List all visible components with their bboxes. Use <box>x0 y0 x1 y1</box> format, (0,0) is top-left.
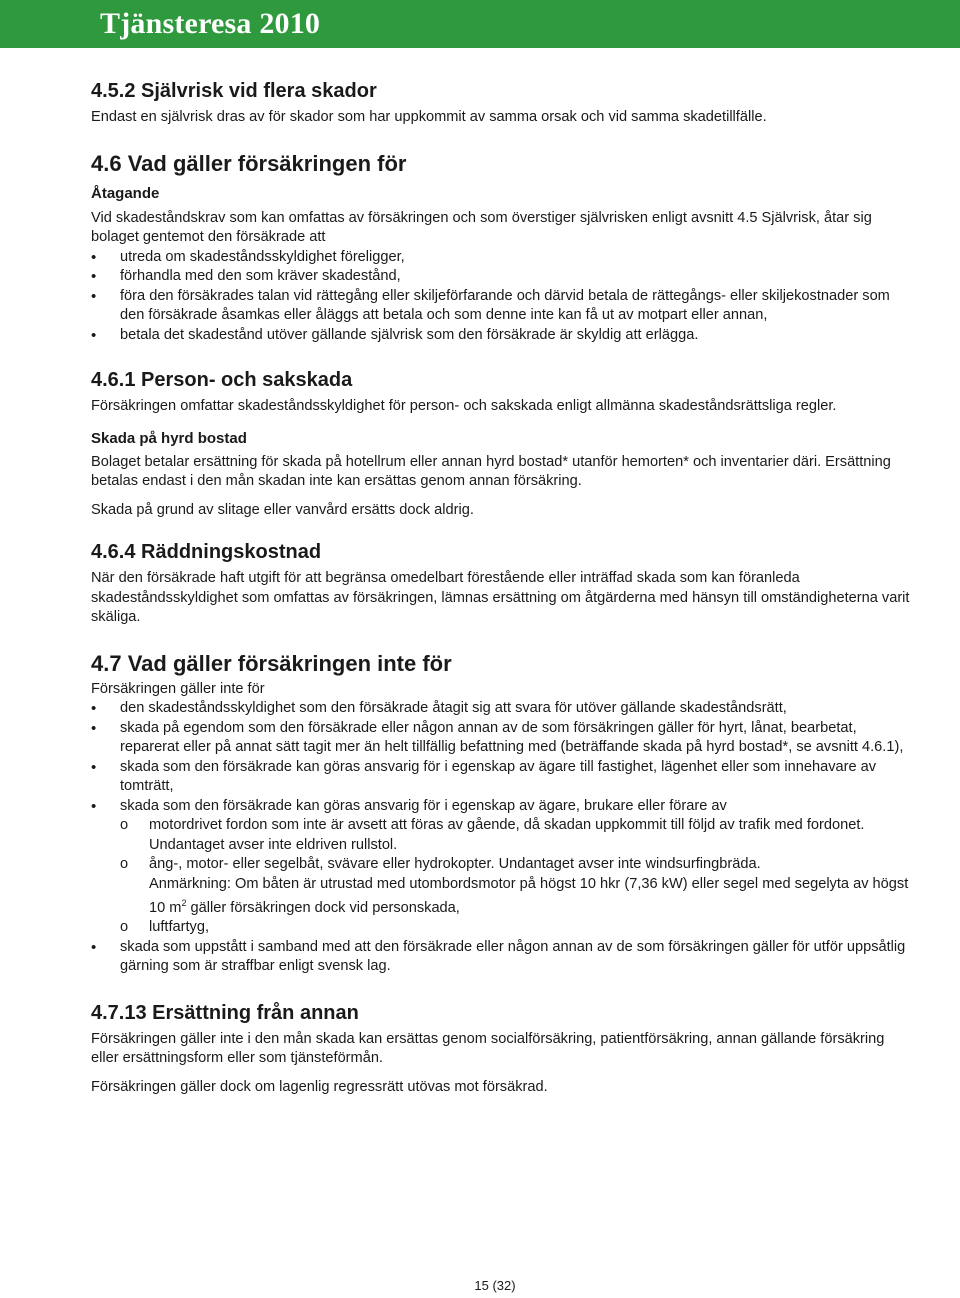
page-number: 15 (32) <box>474 1278 516 1293</box>
sub-list-note: Anmärkning: Om båten är utrustad med utombordsmotor på högst 10 hkr (7,36 kW) eller segel med segelyta av högst 10 m <box>149 875 909 916</box>
sub-list-note-end: gäller försäkringen dock vid personskada, <box>186 899 460 916</box>
list-item: • skada som den försäkrade kan göras ansvarig för i egenskap av ägare till fastighet, lägenhet eller som innehavare av tomträtt, <box>91 758 911 797</box>
paragraph: Skada på grund av slitage eller vanvård ersätts dock aldrig. <box>91 501 474 518</box>
heading-4-6-4: 4.6.4 Räddningskostnad <box>91 541 322 563</box>
bullet-list <box>91 699 911 977</box>
paragraph: Endast en självrisk dras av för skador som har uppkommit av samma orsak och vid samma skadetillfälle. <box>91 109 767 125</box>
sub-list-marker: o <box>120 919 129 936</box>
list-item-text: skada som den försäkrade kan göras ansvarig för i egenskap av ägare, brukare eller förare av <box>120 797 727 814</box>
list-item: • den skadeståndsskyldighet som den försäkrade åtagit sig att svara för utöver gällande skadeståndsrätt, <box>91 699 911 719</box>
document-body <box>91 78 911 1097</box>
document-title: Tjänsteresa 2010 <box>100 7 321 40</box>
list-item: • skada som uppstått i samband med att den försäkrade eller någon annan av de som försäkringen gäller för utför uppsåtlig gärning som är straffbar enligt svensk lag. <box>91 938 911 977</box>
paragraph: Försäkringen gäller dock om lagenlig regressrätt utövas mot försäkrad. <box>91 1078 548 1095</box>
paragraph: Bolaget betalar ersättning för skada på hotellrum eller annan hyrd bostad* utanför hemorten* och inventarier däri. Ersättning betalas endast i den mån skadan inte kan ersättas genom annan försäkring. <box>91 453 891 489</box>
heading-4-6-1: 4.6.1 Person- och sakskada <box>91 369 353 391</box>
paragraph: Försäkringen omfattar skadeståndsskyldighet för person- och sakskada enligt allmänna skadeståndsrättsliga regler. <box>91 398 837 414</box>
subheading-hyrd-bostad: Skada på hyrd bostad <box>91 429 247 447</box>
paragraph: Försäkringen gäller inte i den mån skada kan ersättas genom socialförsäkring, patientförsäkring, annan gällande försäkring eller ersättningsform eller som tjänsteförmån. <box>91 1030 885 1067</box>
heading-4-7: 4.7 Vad gäller försäkringen inte för <box>91 650 452 676</box>
sub-list-text: luftfartyg, <box>149 919 210 936</box>
paragraph: När den försäkrade haft utgift för att begränsa omedelbart förestående eller inträffad skada som kan föranleda skadeståndsskyldighet som omfattas av försäkringen, lämnas ersättning om åtgärderna med hänsyn till omständigheterna varit skäliga. <box>91 570 910 625</box>
list-item: • utreda om skadeståndsskyldighet föreligger, <box>91 248 911 268</box>
list-item: • skada på egendom som den försäkrade eller någon annan av de som försäkringen gäller för hyrt, lånat, bearbetat, reparerat eller på annat sätt tagit mer än helt tillfällig befattning med (beträffande skada på hyrd bostad*, se avsnitt 4.6.1), <box>91 719 911 758</box>
paragraph: Vid skadeståndskrav som kan omfattas av försäkringen och som överstiger självrisken enligt avsnitt 4.5 Självrisk, åtar sig bolaget gentemot den försäkrade att <box>91 209 872 245</box>
sub-list <box>91 816 911 938</box>
paragraph: Försäkringen gäller inte för <box>91 680 265 697</box>
sub-list-text: ång-, motor- eller segelbåt, svävare eller hydrokopter. Undantaget avser inte windsurfingbräda. <box>149 856 761 872</box>
sub-list-item <box>91 918 911 938</box>
list-item: • föra den försäkrades talan vid rättegång eller skiljeförfarande och därvid betala de rättegångs- eller skiljekostnader som den försäkrade åsamkas eller åläggs att betala och som denne inte kan få ut av motpart eller annan, <box>91 287 911 326</box>
list-item: • förhandla med den som kräver skadestånd, <box>91 267 911 287</box>
bullet-list <box>91 248 911 346</box>
header-banner <box>0 0 960 48</box>
sub-list-item <box>91 816 911 855</box>
list-item <box>91 797 911 938</box>
sub-list-item <box>91 855 911 918</box>
sub-list-marker: o <box>120 856 129 872</box>
heading-4-5-2: 4.5.2 Självrisk vid flera skador <box>91 80 377 102</box>
sub-list-marker: o <box>120 817 129 833</box>
sub-list-text: motordrivet fordon som inte är avsett att föras av gående, då skadan uppkommit till följd av trafik med fordonet. Undantaget avser inte eldriven rullstol. <box>149 817 865 853</box>
heading-4-6: 4.6 Vad gäller försäkringen för <box>91 150 407 176</box>
list-item: • betala det skadestånd utöver gällande självrisk som den försäkrade är skyldig att erlägga. <box>91 326 911 346</box>
heading-4-7-13: 4.7.13 Ersättning från annan <box>91 1001 359 1024</box>
subheading-ataganede: Åtagande <box>91 184 160 202</box>
superscript: 2 <box>181 898 187 908</box>
